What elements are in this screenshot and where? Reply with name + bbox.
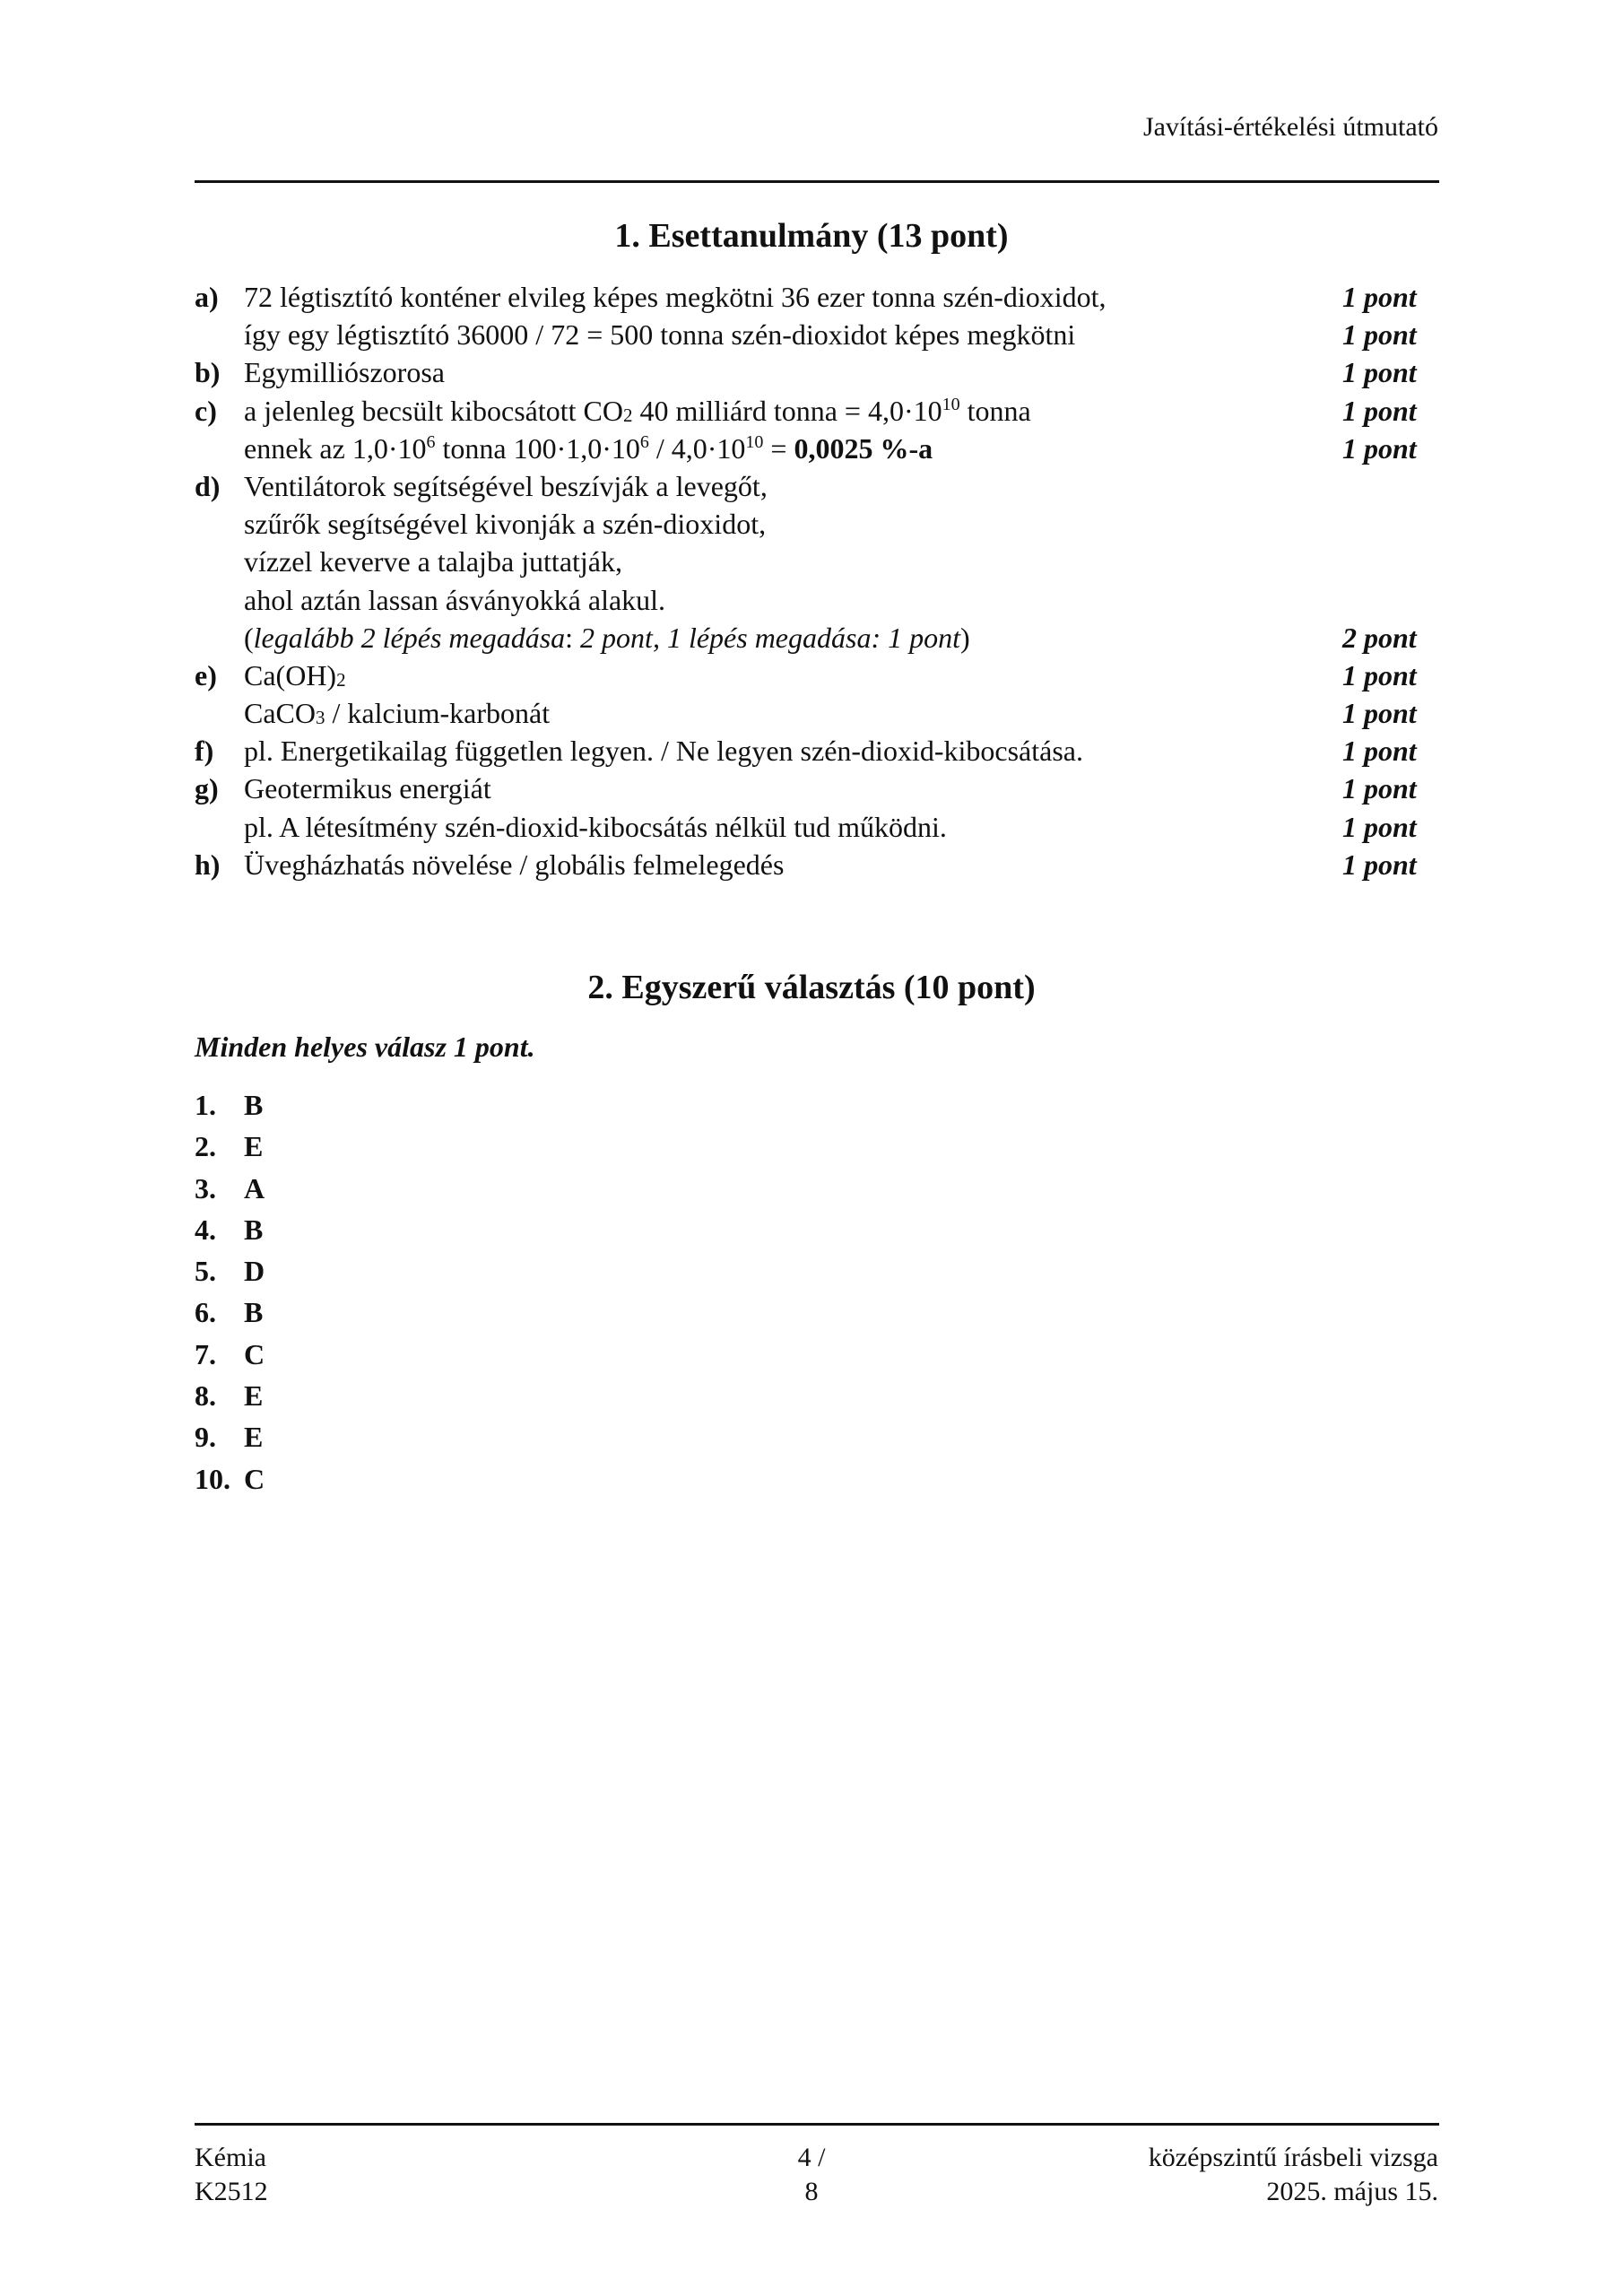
row-text: Ventilátorok segítségével beszívják a levegőt, — [244, 469, 768, 502]
row-text: Geotermikus energiát — [244, 772, 491, 805]
row-text: pl. Energetikailag független legyen. / Ne legyen szén-dioxid-kibocsátása. — [244, 735, 1083, 768]
row-points: 2 pont — [1342, 621, 1417, 654]
footer-subject: Kémia — [195, 2143, 266, 2172]
answer-letter: C — [244, 1337, 265, 1370]
row-label: e) — [195, 658, 217, 691]
answer-row-e — [195, 657, 1441, 694]
answer-letter: D — [244, 1255, 265, 1288]
answer-number: 7. — [195, 1337, 216, 1370]
footer-exam-code: K2512 — [195, 2177, 268, 2206]
answer-letter: E — [244, 1130, 264, 1163]
row-points: 1 pont — [1342, 848, 1417, 881]
footer-exam-level: középszintű írásbeli vizsga — [1148, 2143, 1438, 2172]
answer-number: 3. — [195, 1171, 216, 1205]
row-points: 1 pont — [1342, 356, 1417, 389]
row-text: pl. A létesítmény szén-dioxid-kibocsátás nélkül tud működni. — [244, 810, 947, 843]
answer-number: 4. — [195, 1213, 216, 1246]
running-header: Javítási-értékelési útmutató — [1142, 112, 1438, 142]
row-label: f) — [195, 735, 214, 768]
section-2-title: 2. Egyszerű választás (10 pont) — [587, 969, 1036, 1006]
section-1-title: 1. Esettanulmány (13 pont) — [614, 217, 1009, 255]
row-points: 1 pont — [1342, 431, 1417, 465]
answer-row-c — [195, 392, 1441, 430]
answer-number: 8. — [195, 1379, 216, 1413]
answer-number: 10. — [195, 1462, 230, 1495]
row-text: 72 légtisztító konténer elvileg képes megkötni 36 ezer tonna szén-dioxidot, — [244, 281, 1107, 313]
answer-row-c-2 — [195, 430, 1441, 467]
row-points: 1 pont — [1342, 394, 1417, 427]
row-points: 1 pont — [1342, 772, 1417, 805]
answer-letter: B — [244, 1296, 264, 1329]
row-label: d) — [195, 469, 221, 502]
answer-row-d — [195, 467, 1441, 505]
answer-row-f — [195, 732, 1441, 770]
section-1-answer-list — [195, 278, 1441, 883]
row-text: ennek az $1,0\cdot 10^6$ tonna $100\cdot 1,0\cdot 10^6 / 4,0\cdot 10^{10} = 0,0025$ %-a — [244, 431, 933, 465]
answer-letter: B — [244, 1213, 264, 1246]
answer-row-h — [195, 846, 1441, 883]
header-rule — [195, 180, 1439, 183]
row-points: 1 pont — [1342, 658, 1417, 691]
answer-letter: C — [244, 1462, 265, 1495]
answer-row-a-2 — [195, 316, 1441, 353]
row-points: 1 pont — [1342, 735, 1417, 768]
answer-number: 6. — [195, 1296, 216, 1329]
answer-row-e-2 — [195, 694, 1441, 732]
row-text: így egy légtisztító 36000 / 72 = 500 tonna szén-dioxidot képes megkötni — [244, 318, 1076, 352]
row-label: b) — [195, 356, 221, 389]
answer-row-a — [195, 278, 1441, 316]
answer-number: 2. — [195, 1130, 216, 1163]
section-2-instruction: Minden helyes válasz 1 pont. — [195, 1031, 535, 1063]
answer-letter: A — [244, 1171, 265, 1205]
row-text: Egymilliószorosa — [244, 356, 445, 389]
answer-row-b — [195, 353, 1441, 391]
row-text: Üvegházhatás növelése / globális felmelegedés — [244, 848, 785, 881]
answer-row-d-3 — [195, 543, 1441, 580]
row-text: a jelenleg becsült kibocsátott $CO_2$ 40 milliárd tonna = $4,0\cdot 10^{10}$ tonna — [244, 394, 1031, 427]
answer-row-d-4 — [195, 581, 1441, 619]
answer-letter: B — [244, 1089, 264, 1121]
footer-rule — [195, 2123, 1439, 2126]
row-text: $Ca(OH)_2$ — [244, 658, 346, 691]
row-text: ahol aztán lassan ásványokká alakul. — [244, 583, 666, 616]
footer-page-number: 4 / 8 — [797, 2143, 826, 2206]
answer-row-g-2 — [195, 808, 1441, 846]
row-label: g) — [195, 772, 219, 805]
answer-number: 5. — [195, 1255, 216, 1288]
footer-exam-date: 2025. május 15. — [1266, 2177, 1438, 2206]
answer-letter: E — [244, 1421, 264, 1454]
row-points: 1 pont — [1342, 318, 1417, 352]
answer-letter: E — [244, 1379, 264, 1413]
row-label: c) — [195, 394, 217, 427]
row-label: a) — [195, 281, 219, 313]
row-text: szűrők segítségével kivonják a szén-dioxidot, — [244, 508, 767, 541]
answer-number: 1. — [195, 1089, 216, 1121]
row-points: 1 pont — [1342, 697, 1417, 730]
row-points: 1 pont — [1342, 281, 1417, 313]
row-text: vízzel keverve a talajba juttatják, — [244, 545, 622, 578]
row-label: h) — [195, 848, 221, 881]
answer-number: 9. — [195, 1421, 216, 1454]
answer-row-d-2 — [195, 505, 1441, 543]
answer-row-g — [195, 770, 1441, 807]
row-points: 1 pont — [1342, 810, 1417, 843]
answer-row-d-scoring — [195, 619, 1441, 657]
row-text: (legalább 2 lépés megadása: 2 pont, 1 lépés megadása: 1 pont) — [244, 621, 970, 654]
row-text: CaCO$_3$ / kalcium-karbonát — [244, 697, 551, 730]
